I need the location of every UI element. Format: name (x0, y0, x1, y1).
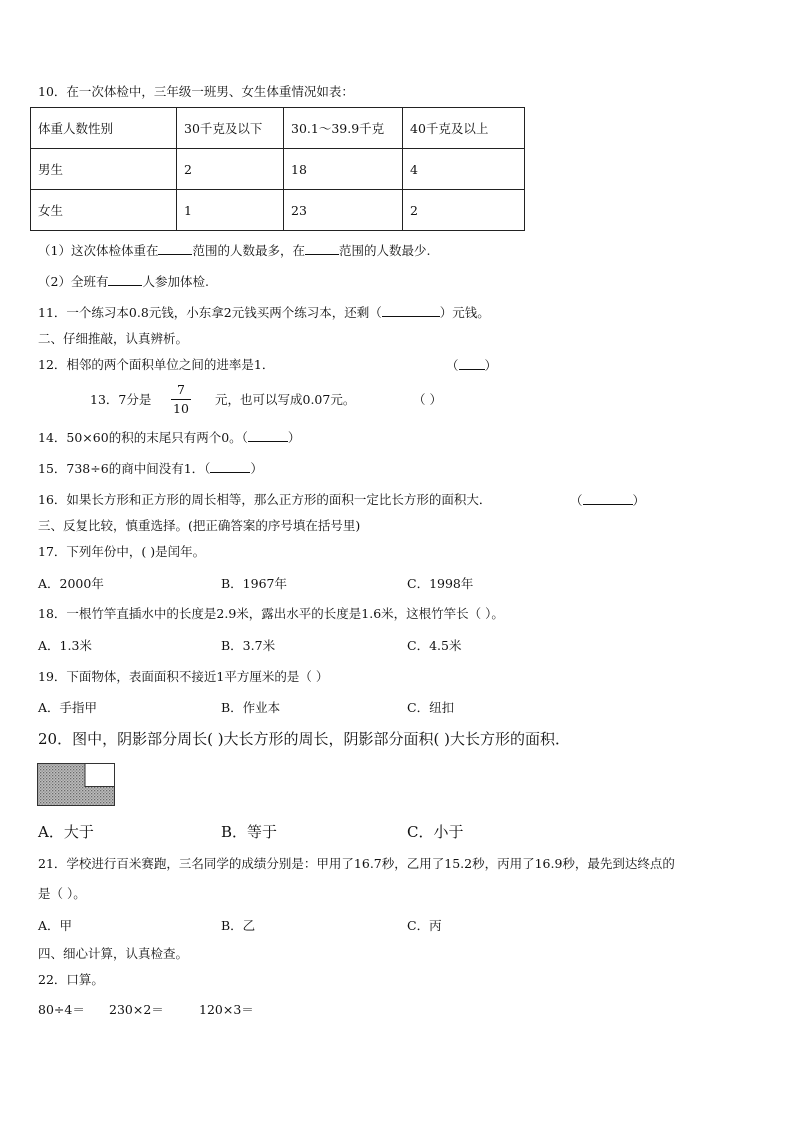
paren-open: （ (570, 493, 583, 508)
q14-part: 14．50×60的积的末尾只有两个0。（ (38, 430, 248, 445)
table-cell: 2 (177, 149, 284, 190)
q17-option-b[interactable]: B．1967年 (221, 576, 287, 591)
answer-blank[interactable] (382, 304, 440, 317)
q21-stem-line2: 是（ ）。 (38, 886, 86, 901)
q13-part-a: 13．7分是 (90, 392, 152, 407)
q11 (38, 304, 490, 321)
q22-item: 120×3＝ (199, 1002, 254, 1017)
table-header-cell: 体重人数性别 (31, 108, 177, 149)
table-cell: 23 (284, 190, 403, 231)
table-row (31, 190, 525, 231)
q10-sub1-part: 范围的人数最多，在 (192, 243, 305, 258)
answer-blank[interactable] (158, 242, 192, 255)
q16-paren (570, 492, 645, 509)
table-header-cell: 40千克及以上 (403, 108, 525, 149)
q10-sub1-part: （1）这次体检体重在 (38, 243, 159, 258)
q11-part: ）元钱。 (439, 305, 490, 320)
q19-stem: 19．下面物体，表面面积不接近1平方厘米的是（ ） (38, 669, 329, 684)
paren-close: ） (484, 358, 498, 373)
table-cell: 女生 (31, 190, 177, 231)
answer-blank[interactable] (459, 357, 485, 370)
q17-option-a[interactable]: A．2000年 (38, 576, 104, 591)
q10-sub1 (38, 242, 430, 259)
q15-part: 15．738÷6的商中间没有1．（ (38, 461, 211, 476)
q13-paren[interactable]: （ ） (413, 392, 442, 407)
q10-sub2 (38, 273, 209, 290)
q19-option-c[interactable]: C．纽扣 (407, 700, 455, 715)
q12-text: 12．相邻的两个面积单位之间的进率是1． (38, 357, 275, 372)
q10-sub2-part: 人参加体检. (142, 274, 209, 289)
q20-option-a[interactable]: A．大于 (38, 823, 94, 841)
paren-close: ） (632, 493, 646, 508)
section-3-heading: 三、反复比较，慎重选择。(把正确答案的序号填在括号里) (38, 518, 361, 533)
q18-option-c[interactable]: C．4.5米 (407, 638, 462, 653)
q16-text: 16．如果长方形和正方形的周长相等，那么正方形的面积一定比长方形的面积大． (38, 492, 492, 507)
q18-stem: 18．一根竹竿直插水中的长度是2.9米，露出水平的长度是1.6米，这根竹竿长（ ）。 (38, 606, 504, 621)
q17-option-c[interactable]: C．1998年 (407, 576, 474, 591)
weight-table (30, 107, 525, 231)
fraction-numerator: 7 (177, 382, 185, 397)
answer-blank[interactable] (108, 273, 142, 286)
answer-blank[interactable] (210, 460, 250, 473)
table-cell: 18 (284, 149, 403, 190)
q11-part: 11．一个练习本0.8元钱，小东拿2元钱买两个练习本，还剩（ (38, 305, 382, 320)
q13-part-b: 元，也可以写成0.07元。 (215, 392, 356, 407)
q14-part: ） (287, 430, 301, 445)
fraction-bar (171, 399, 191, 400)
q21-option-a[interactable]: A．甲 (38, 918, 73, 933)
q17-stem: 17．下列年份中，( )是闰年。 (38, 544, 206, 559)
section-4-heading: 四、细心计算，认真检查。 (38, 946, 189, 961)
q21-stem-line1: 21．学校进行百米赛跑，三名同学的成绩分别是：甲用了16.7秒，乙用了15.2秒，丙用了16.9秒，最先到达终点的 (38, 856, 675, 871)
q10-sub2-part: （2）全班有 (38, 274, 109, 289)
q22-stem: 22．口算。 (38, 972, 104, 987)
table-header-cell: 30.1～39.9千克 (284, 108, 403, 149)
fraction-7-10 (171, 382, 191, 417)
table-cell: 2 (403, 190, 525, 231)
answer-blank[interactable] (583, 492, 633, 505)
q12-paren (446, 357, 497, 374)
q19-option-b[interactable]: B．作业本 (221, 700, 281, 715)
q15 (38, 460, 263, 477)
q14 (38, 429, 300, 446)
q20-option-b[interactable]: B．等于 (221, 823, 278, 841)
table-row (31, 149, 525, 190)
answer-blank[interactable] (305, 242, 339, 255)
q22-item: 80÷4＝ (38, 1002, 85, 1017)
q18-option-b[interactable]: B．3.7米 (221, 638, 276, 653)
answer-blank[interactable] (248, 429, 288, 442)
section-2-heading: 二、仔细推敲，认真辨析。 (38, 331, 189, 346)
table-cell: 1 (177, 190, 284, 231)
paren-open: （ (446, 358, 459, 373)
q20-stem: 20．图中，阴影部分周长( )大长方形的周长，阴影部分面积( )大长方形的面积． (38, 730, 571, 748)
q22-item: 230×2＝ (109, 1002, 164, 1017)
q21-option-c[interactable]: C．丙 (407, 918, 442, 933)
table-cell: 男生 (31, 149, 177, 190)
q15-part: ） (250, 461, 263, 476)
table-header-cell: 30千克及以下 (177, 108, 284, 149)
q20-option-c[interactable]: C．小于 (407, 823, 464, 841)
fraction-denominator: 10 (173, 401, 189, 416)
q21-option-b[interactable]: B．乙 (221, 918, 256, 933)
q19-option-a[interactable]: A．手指甲 (38, 700, 98, 715)
table-header-row (31, 108, 525, 149)
q18-option-a[interactable]: A．1.3米 (38, 638, 92, 653)
q10-stem: 10．在一次体检中，三年级一班男、女生体重情况如表： (38, 84, 354, 99)
q10-sub1-part: 范围的人数最少. (338, 243, 431, 258)
unshaded-square (85, 764, 115, 787)
table-cell: 4 (403, 149, 525, 190)
shaded-rectangle-figure (37, 763, 117, 808)
